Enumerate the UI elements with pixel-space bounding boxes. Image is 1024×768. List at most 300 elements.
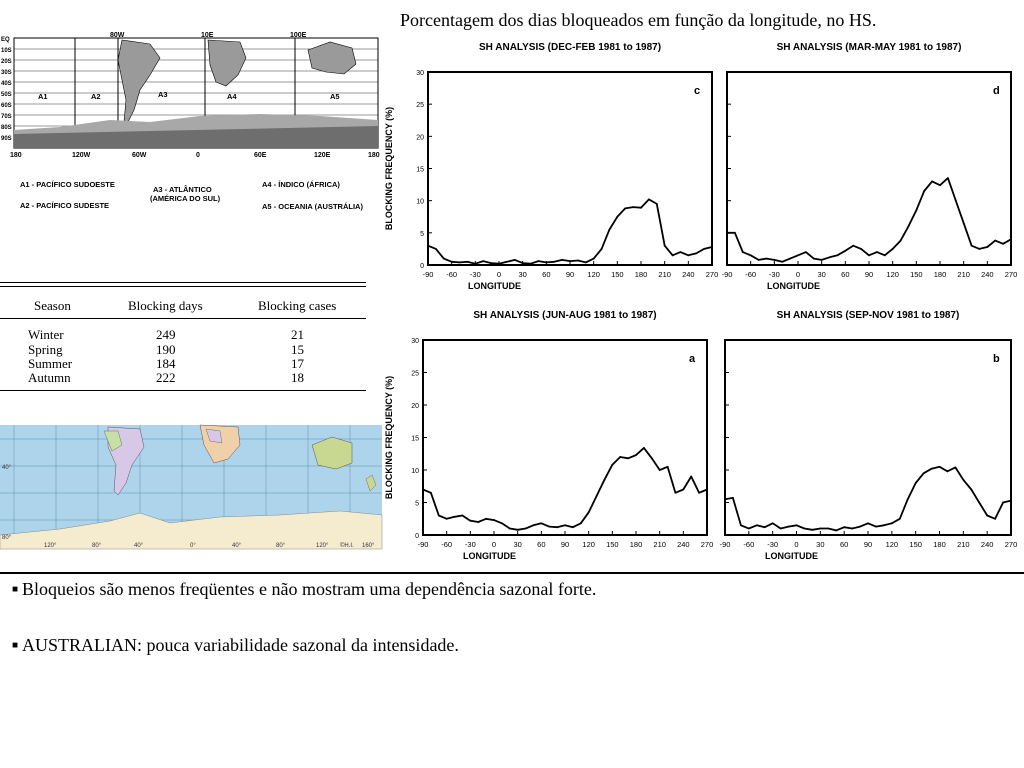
legend-a5: A5 - OCEANIA (AUSTRÁLIA): [262, 202, 363, 211]
data-point: [867, 522, 869, 524]
data-point: [564, 524, 566, 526]
y-tick-label: 25: [411, 370, 419, 378]
lon-label: 100E: [290, 32, 307, 39]
data-point: [687, 254, 689, 256]
data-point: [596, 495, 598, 497]
x-tick-label: 180: [933, 540, 946, 549]
data-point: [971, 245, 973, 247]
lon-label: 120E: [314, 152, 331, 159]
lat-label: 40°: [2, 465, 12, 471]
data-point: [490, 262, 492, 264]
bullet-text: Bloqueios são menos freqüentes e não mostram uma dependência sazonal forte.: [22, 579, 597, 599]
data-point: [667, 466, 669, 468]
x-tick-label: 0: [496, 270, 502, 279]
table-header: Season: [34, 298, 71, 313]
x-tick-label: -30: [464, 540, 476, 549]
x-axis-label: LONGITUDE: [767, 281, 820, 291]
data-point: [899, 518, 901, 520]
data-point: [908, 226, 910, 228]
slide-title: Porcentagem dos dias bloqueados em função da longitude, no HS.: [400, 10, 877, 30]
panel-label: c: [694, 85, 701, 97]
chart-jun-aug: [383, 302, 715, 570]
lon-label: 80°: [92, 543, 102, 549]
x-tick-label: 120: [587, 270, 600, 279]
table-cell: 18: [291, 370, 304, 385]
data-point: [742, 251, 744, 253]
data-point: [907, 498, 909, 500]
x-tick-label: 210: [653, 540, 666, 549]
table-cell: 190: [156, 342, 176, 357]
data-point: [986, 246, 988, 248]
lon-label: 160°: [362, 543, 375, 549]
data-point: [758, 259, 760, 261]
data-point: [756, 524, 758, 526]
data-point: [530, 263, 532, 265]
table-cell: Summer: [28, 356, 73, 371]
data-point: [477, 521, 479, 523]
data-point: [884, 254, 886, 256]
data-point: [773, 259, 775, 261]
y-tick-label: 0: [415, 533, 419, 540]
data-point: [979, 248, 981, 250]
y-tick-label: 15: [416, 166, 424, 174]
x-tick-label: 90: [863, 540, 873, 549]
data-point: [462, 515, 464, 517]
lon-label: 80W: [110, 32, 125, 39]
x-tick-label: 30: [816, 540, 825, 549]
data-point: [695, 253, 697, 255]
blocking-frequency-line: [423, 448, 707, 530]
data-point: [883, 524, 885, 526]
y-tick-label: 0: [420, 263, 424, 270]
data-point: [789, 258, 791, 260]
data-point: [766, 258, 768, 260]
x-tick-label: -30: [767, 540, 779, 549]
legend-a4: A4 - ÍNDICO (ÁFRICA): [262, 180, 340, 189]
x-tick-label: 120: [886, 270, 899, 279]
y-tick-label: 25: [416, 102, 424, 110]
lon-label: 180: [368, 152, 380, 159]
data-point: [805, 251, 807, 253]
data-point: [931, 180, 933, 182]
lat-label: 40S: [1, 81, 12, 87]
table-cell: 222: [156, 370, 176, 385]
data-point: [1010, 500, 1012, 502]
data-point: [493, 519, 495, 521]
data-point: [781, 261, 783, 263]
x-tick-label: 0: [794, 540, 799, 549]
x-tick-label: -60: [446, 270, 458, 279]
data-point: [627, 457, 629, 459]
table-cell: Autumn: [28, 370, 71, 385]
chart-title: SH ANALYSIS (MAR-MAY 1981 to 1987): [776, 42, 962, 53]
lat-label: 80°: [2, 535, 12, 541]
data-point: [837, 254, 839, 256]
data-point: [859, 526, 861, 528]
panel-label: a: [689, 353, 696, 365]
data-point: [970, 489, 972, 491]
data-point: [876, 251, 878, 253]
x-tick-label: -60: [745, 270, 757, 279]
data-point: [545, 262, 547, 264]
data-point: [501, 522, 503, 524]
table-cell: Spring: [28, 342, 63, 357]
region-label: A5: [330, 92, 340, 101]
x-tick-label: 150: [606, 540, 619, 549]
x-tick-label: 120: [885, 540, 899, 549]
x-tick-label: 90: [565, 270, 575, 279]
data-point: [438, 515, 440, 517]
data-point: [538, 260, 540, 262]
data-point: [656, 203, 658, 205]
x-tick-label: 30: [817, 270, 826, 279]
table-header: Blocking cases: [258, 298, 337, 313]
lat-labels: [1, 37, 12, 142]
lon-bottom-labels: [10, 152, 380, 159]
data-point: [569, 260, 571, 262]
southern-hemisphere-map: [0, 425, 382, 549]
lon-label: 60E: [254, 152, 267, 159]
data-point: [553, 261, 555, 263]
y-tick-label: 10: [416, 198, 424, 206]
lat-label: 90S: [1, 136, 12, 142]
bullet-square-icon: ■: [12, 640, 19, 651]
y-tick-label: 30: [411, 338, 419, 345]
legend-a1: A1 - PACÍFICO SUDOESTE: [20, 180, 115, 189]
lon-label: 0°: [190, 543, 196, 549]
x-tick-label: 180: [629, 540, 643, 549]
bullet-text: AUSTRALIAN: pouca variabilidade sazonal da intensidade.: [22, 635, 459, 655]
data-point: [451, 261, 453, 263]
lon-label: 120°: [44, 543, 57, 549]
legend-a3: A3 - ATLÂNTICO: [153, 185, 212, 194]
y-tick-label: 5: [420, 230, 424, 238]
x-tick-label: -60: [441, 540, 453, 549]
x-tick-label: 270: [700, 540, 714, 549]
data-point: [509, 528, 511, 530]
data-point: [780, 528, 782, 530]
data-point: [915, 209, 917, 211]
legend-a3-sub: (AMÉRICA DO SUL): [150, 194, 221, 203]
data-point: [580, 522, 582, 524]
panel-label: d: [993, 85, 1000, 97]
data-point: [572, 526, 574, 528]
x-tick-label: 240: [980, 540, 994, 549]
data-point: [522, 262, 524, 264]
lon-label: 60W: [132, 152, 147, 159]
data-point: [682, 489, 684, 491]
data-point: [811, 529, 813, 531]
table-cell: 184: [156, 356, 176, 371]
data-point: [467, 261, 469, 263]
bullet-square-icon: ■: [12, 584, 19, 595]
data-point: [827, 528, 829, 530]
table-cell: 249: [156, 327, 176, 342]
data-point: [474, 263, 476, 265]
data-point: [772, 522, 774, 524]
data-point: [643, 447, 645, 449]
x-tick-label: 270: [1004, 270, 1018, 279]
data-point: [748, 528, 750, 530]
x-tick-label: 150: [910, 270, 923, 279]
data-point: [724, 498, 726, 500]
chart-title: SH ANALYSIS (SEP-NOV 1981 to 1987): [776, 310, 960, 321]
x-tick-label: -30: [768, 270, 780, 279]
data-point: [651, 457, 653, 459]
data-point: [892, 248, 894, 250]
data-point: [860, 248, 862, 250]
data-point: [875, 526, 877, 528]
data-point: [619, 456, 621, 458]
data-point: [852, 245, 854, 247]
lon-label: 40°: [232, 543, 242, 549]
x-tick-label: 210: [957, 540, 970, 549]
y-axis-label: BLOCKING FREQUENCY (%): [384, 106, 394, 231]
plot-frame: [423, 340, 707, 535]
data-point: [821, 259, 823, 261]
table-cell: 21: [291, 327, 304, 342]
data-point: [459, 262, 461, 264]
data-point: [482, 260, 484, 262]
plot-frame: [428, 72, 712, 265]
data-point: [978, 502, 980, 504]
data-point: [435, 248, 437, 250]
x-tick-label: 240: [682, 270, 695, 279]
data-point: [635, 454, 637, 456]
x-tick-label: -90: [417, 540, 429, 549]
data-point: [517, 529, 519, 531]
x-tick-label: -30: [469, 270, 481, 279]
x-tick-label: 240: [677, 540, 690, 549]
table-cell: 15: [291, 342, 304, 357]
chart-sep-nov: [715, 302, 1024, 570]
data-point: [764, 526, 766, 528]
data-point: [939, 184, 941, 186]
data-point: [648, 198, 650, 200]
data-point: [548, 526, 550, 528]
data-point: [962, 479, 964, 481]
x-tick-label: 60: [537, 540, 546, 549]
lat-label: 60S: [1, 103, 12, 109]
data-point: [675, 492, 677, 494]
lon-label: 0: [196, 152, 200, 159]
x-tick-label: 30: [518, 270, 527, 279]
data-point: [616, 216, 618, 218]
y-tick-label: 30: [416, 70, 424, 77]
x-tick-label: 180: [933, 270, 947, 279]
x-tick-label: 270: [705, 270, 719, 279]
table-rule-top-2: [0, 286, 366, 287]
data-point: [469, 520, 471, 522]
data-point: [955, 200, 957, 202]
data-point: [734, 232, 736, 234]
data-point: [750, 254, 752, 256]
data-point: [427, 245, 429, 247]
x-tick-label: 90: [864, 270, 874, 279]
x-tick-label: 150: [909, 540, 922, 549]
data-point: [585, 262, 587, 264]
lat-label: 20S: [1, 59, 12, 65]
data-point: [659, 469, 661, 471]
data-point: [703, 248, 705, 250]
data-point: [680, 251, 682, 253]
data-point: [939, 466, 941, 468]
table-cell: 17: [291, 356, 304, 371]
lon-label: 10E: [201, 32, 214, 39]
x-tick-label: -60: [743, 540, 755, 549]
data-point: [525, 528, 527, 530]
data-point: [711, 246, 713, 248]
data-point: [947, 470, 949, 472]
data-point: [446, 518, 448, 520]
data-point: [506, 261, 508, 263]
legend-a2: A2 - PACÍFICO SUDESTE: [20, 201, 110, 210]
y-tick-label: 5: [415, 500, 419, 508]
data-point: [1002, 243, 1004, 245]
data-point: [994, 240, 996, 242]
data-point: [891, 522, 893, 524]
y-tick-label: 20: [416, 134, 424, 142]
lon-label: 180: [10, 152, 22, 159]
x-axis-label: LONGITUDE: [765, 551, 818, 561]
section-divider: [0, 572, 1024, 574]
bullet-item: [12, 635, 459, 656]
blocking-frequency-line: [727, 178, 1011, 262]
x-tick-label: 60: [841, 270, 850, 279]
data-point: [604, 479, 606, 481]
plot-frame: [725, 340, 1011, 535]
x-tick-label: 30: [513, 540, 522, 549]
lat-label: 80S: [1, 125, 12, 131]
x-tick-label: 240: [981, 270, 994, 279]
data-point: [796, 524, 798, 526]
x-axis-label: LONGITUDE: [463, 551, 516, 561]
data-point: [664, 245, 666, 247]
data-point: [443, 258, 445, 260]
lon-label: 120W: [72, 152, 91, 159]
data-point: [593, 258, 595, 260]
regions-map: [0, 30, 382, 160]
chart-mar-may: [715, 36, 1024, 291]
lon-label: 120°: [316, 543, 329, 549]
data-point: [556, 526, 558, 528]
x-tick-label: 210: [957, 270, 970, 279]
x-tick-label: 0: [795, 270, 801, 279]
table-rule-bottom: [0, 390, 366, 391]
table-rule-header: [0, 318, 366, 319]
x-tick-label: 120: [582, 540, 595, 549]
region-label: A1: [38, 92, 48, 101]
x-tick-label: 90: [560, 540, 570, 549]
data-point: [609, 229, 611, 231]
data-point: [829, 256, 831, 258]
data-point: [804, 528, 806, 530]
data-point: [923, 472, 925, 474]
data-point: [915, 482, 917, 484]
data-point: [561, 259, 563, 261]
data-point: [533, 524, 535, 526]
data-point: [844, 250, 846, 252]
data-point: [726, 232, 728, 234]
x-tick-label: -90: [721, 270, 733, 279]
data-point: [797, 254, 799, 256]
data-point: [813, 258, 815, 260]
data-point: [640, 207, 642, 209]
data-point: [788, 526, 790, 528]
x-tick-label: 0: [491, 540, 497, 549]
data-point: [851, 528, 853, 530]
data-point: [954, 467, 956, 469]
region-label: A4: [227, 92, 237, 101]
data-point: [835, 530, 837, 532]
data-point: [923, 190, 925, 192]
lat-label: 70S: [1, 114, 12, 120]
data-point: [994, 518, 996, 520]
x-tick-label: -90: [719, 540, 731, 549]
data-point: [632, 206, 634, 208]
blocking-frequency-line: [428, 199, 712, 263]
chart-dec-feb: [383, 36, 719, 291]
data-point: [588, 511, 590, 513]
data-point: [540, 522, 542, 524]
panel-label: b: [993, 353, 1000, 365]
y-tick-label: 20: [411, 403, 419, 410]
chart-title: SH ANALYSIS (DEC-FEB 1981 to 1987): [478, 42, 662, 53]
data-point: [1010, 238, 1012, 240]
lat-label: 50S: [1, 92, 12, 98]
map-credit: ©H.I.: [340, 543, 354, 549]
lon-label: 80°: [276, 543, 286, 549]
x-tick-label: 210: [658, 270, 671, 279]
x-axis-label: LONGITUDE: [468, 281, 521, 291]
table-rule-top: [0, 282, 366, 283]
lat-label: 10S: [1, 48, 12, 54]
data-point: [698, 492, 700, 494]
data-point: [900, 240, 902, 242]
region-label: A3: [158, 90, 168, 99]
data-point: [963, 222, 965, 224]
region-label: A2: [91, 92, 101, 101]
data-point: [819, 528, 821, 530]
x-tick-label: 150: [611, 270, 624, 279]
y-axis-label: BLOCKING FREQUENCY (%): [384, 375, 394, 500]
data-point: [1002, 502, 1004, 504]
data-point: [843, 526, 845, 528]
data-point: [454, 516, 456, 518]
data-point: [706, 489, 708, 491]
data-point: [624, 207, 626, 209]
data-point: [868, 254, 870, 256]
blocking-frequency-line: [725, 467, 1011, 531]
lon-label: 40°: [134, 543, 144, 549]
data-point: [611, 464, 613, 466]
data-point: [947, 177, 949, 179]
x-tick-label: 60: [542, 270, 551, 279]
bullet-item: [12, 579, 596, 600]
y-tick-label: 10: [411, 468, 419, 475]
x-tick-label: 60: [839, 540, 849, 549]
data-point: [577, 260, 579, 262]
data-point: [931, 468, 933, 470]
y-tick-label: 15: [411, 435, 419, 443]
lat-label: EQ: [1, 37, 10, 43]
x-tick-label: -90: [422, 270, 434, 279]
data-point: [732, 497, 734, 499]
x-tick-label: 270: [1004, 540, 1018, 549]
data-point: [498, 263, 500, 265]
x-tick-label: 180: [634, 270, 648, 279]
blocking-table: [0, 282, 368, 394]
